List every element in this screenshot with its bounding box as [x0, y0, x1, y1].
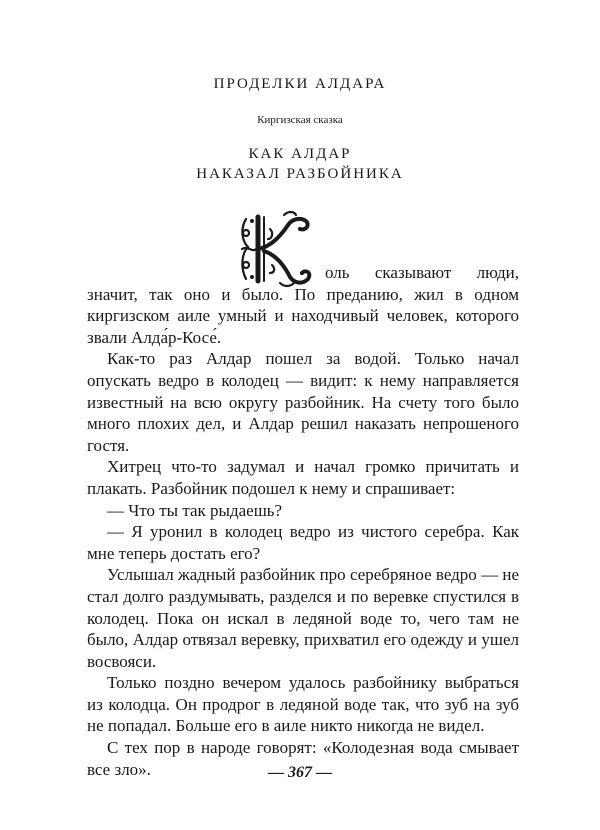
story-paragraph: Как-то раз Алдар пошел за водой. Только начал опускать ведро в колодец — видит: к нему направляется известный на всю округу разбойник. На счету того было много плохих дел, и Алдар решил наказать непрошеного гостя.: [87, 349, 519, 455]
story-body: [87, 262, 519, 780]
drop-cap-letter: К: [236, 207, 237, 208]
story-paragraph: Только поздно вечером удалось разбойнику выбраться из колодца. Он продрог в ледяной воде так, что зуб на зуб не попадал. Больше его в аиле никто никогда не видел.: [87, 673, 519, 736]
story-paragraph: Хитрец что-то задумал и начал громко причитать и плакать. Разбойник подошел к нему и спрашивает:: [87, 457, 519, 498]
story-paragraph: С тех пор в народе говорят: «Колодезная вода смывает все зло».: [87, 738, 519, 779]
story-paragraph: — Что ты так рыдаешь?: [107, 500, 283, 520]
story-paragraph: — Я уронил в колодец ведро из чистого серебра. Как мне теперь достать его?: [87, 522, 519, 563]
page-number: — 367 —: [268, 764, 332, 781]
story-heading-line-2: НАКАЗАЛ РАЗБОЙНИКА: [196, 166, 404, 182]
book-title: ПРОДЕЛКИ АЛДАРА: [213, 76, 387, 92]
story-paragraph: оль сказывают люди, значит, так оно и было. По преданию, жил в одном киргизском аиле умный и находчивый человек, которого звали Алда́р-Косе́.: [87, 263, 519, 347]
story-heading-line-1: КАК АЛДАР: [248, 146, 352, 162]
story-paragraph: Услышал жадный разбойник про серебряное ведро — не стал долго раздумывать, разделся и по веревке спустился в колодец. Пока он искал в ледяной воде то, чего там не было, Алдар отвязал веревку, прихватил его одежду и ушел восвояси.: [87, 565, 519, 671]
book-subtitle: Киргизская сказка: [257, 114, 343, 126]
